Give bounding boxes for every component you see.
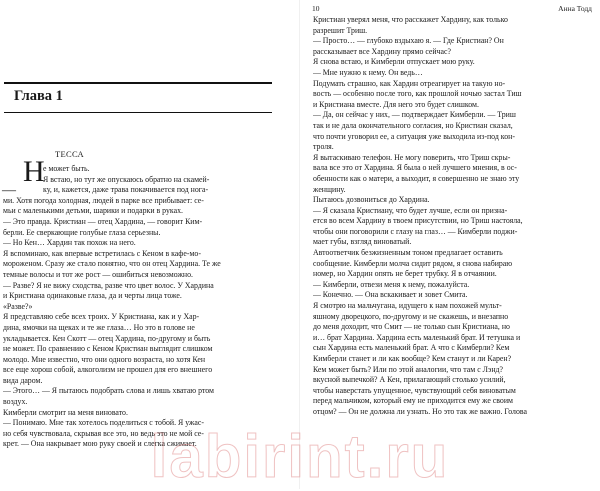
text-line: — Разве? Я не вижу сходства, разве что цвет волос. У Хардина	[3, 280, 214, 290]
chapter-title: Глава 1	[14, 88, 63, 104]
text-line: крет. — Она накрывает мою руку своей и слегка сжимает.	[3, 439, 197, 449]
text-line: и… брат Хардина. Хардина есть маленький брат. И тетушка и	[313, 332, 521, 342]
text-line: дина, ямочки на щеках и те же глаза… Но это в голове не	[3, 322, 195, 332]
text-line: — Да, он сейчас у них, — подтверждает Кимберли. — Триш	[313, 110, 516, 120]
narrator-name: ТЕССА	[55, 149, 84, 159]
text-line: сын Хардина есть маленький брат. А что с Кимберли? Кем	[313, 343, 510, 353]
page-number: 10	[312, 4, 320, 13]
text-line: Я смотрю на мальчугана, идущего к нам похожей мульт-	[313, 301, 502, 311]
text-line: — Этого… — Я пытаюсь подобрать слова и лишь хватаю ртом	[3, 386, 215, 396]
text-line: обенности как о матери, а выходит, я совершенно не знаю эту	[313, 173, 520, 183]
text-line: вкусной выпечкой? А Кен, прилагающий столько усилий,	[313, 375, 506, 385]
drop-cap: Н	[23, 155, 45, 188]
text-line: — Мне нужно к нему. Он ведь…	[313, 67, 423, 77]
text-line: Кристиан уверял меня, что расскажет Хардину, как только	[313, 15, 508, 24]
text-line: Автоответчик безжизненным тоном предлагает оставить	[313, 248, 503, 258]
text-line: Кимберли смотрит на меня виновато.	[3, 407, 128, 417]
text-line: сообщение. Кимберли молча сидит рядом, я снова набираю	[313, 258, 513, 268]
text-line: ку, и, кажется, даже трава покачивается под нога-	[43, 185, 209, 195]
text-line: женщину.	[313, 184, 346, 194]
chapter-rule-bottom	[4, 112, 272, 113]
text-line: укладывается. Кен Скотт — отец Хардина, по-другому и быть	[3, 333, 211, 343]
text-line: вала все это от Хардина. Я была о ней лучшего мнения, в ос-	[313, 163, 517, 173]
text-line: темные волосы и тот же рост — ошибиться невозможно.	[3, 269, 193, 279]
text-line: — Конечно. — Она вскакивает и зовет Смита.	[313, 290, 468, 300]
text-line: номер, но Хардин опять не берет трубку. Я в отчаянии.	[313, 269, 497, 279]
text-line: — Понимаю. Мне так хотелось поделиться с тобой. Я ужас-	[3, 418, 205, 428]
text-line: разрешит Триш.	[313, 25, 368, 35]
text-line: Я представляю себе всех троих. У Кристиана, как и у Хар-	[3, 312, 200, 322]
text-line: «Разве?»	[3, 301, 33, 311]
text-line: — Просто… — глубоко вздыхаю я. — Где Кристиан? Он	[313, 36, 504, 46]
text-line: и Кристиана одинаковые глаза, да и черты лица тоже.	[3, 291, 182, 301]
text-line: Кимберли станет и ли как вообще? Кем станут и ли Карен?	[313, 354, 512, 363]
text-line: ми. Хотя погода холодная, людей в парке все прибывает: се-	[3, 195, 204, 205]
text-line: не может. По сравнению с Кеном Кристиан выглядит слишком	[3, 344, 213, 354]
text-line: — Кимберли, отвези меня к нему, пожалуйста.	[313, 279, 470, 289]
text-line: Подумать страшно, как Хардин отреагирует на такую но-	[313, 78, 506, 88]
text-line: отцом? — Он не должна ли узнать. Но это так же важно. Голова	[313, 406, 527, 416]
text-line: но себя чувствовала, скрывая все это, но ведь это не мой се-	[3, 428, 204, 438]
text-line: что почти уговорил ее, а ситуация уже выходила из-под кон-	[313, 131, 515, 141]
text-line: Я вспоминаю, как впервые встретилась с Кеном в кафе-мо-	[3, 248, 201, 258]
text-line: яшному дворецкого, по-другому и не скажешь, и внезапно	[313, 311, 509, 321]
text-line: мьи с маленькими детьми, шарики и подарки в руках.	[3, 206, 183, 216]
text-line: троля.	[313, 142, 334, 152]
text-line: ется во всем Хардину в твоем присутствии, но Триш настояла,	[313, 216, 523, 226]
right-body-text	[313, 15, 593, 418]
text-line: чтобы наверстать упущенное, чувствующий себя виноватым	[313, 385, 516, 395]
text-line: молодо. Мне известно, что они одного возраста, но хотя Кен	[3, 354, 206, 364]
text-line: — Но Кен… Хардин так похож на него.	[3, 238, 136, 248]
text-line: Я встаю, но тут же опускаюсь обратно на скамей-	[43, 174, 210, 184]
text-line: все еще хорош собой, алкоголизм не прошел для его внешнего	[3, 365, 213, 375]
text-line: — Это правда. Кристиан — отец Хардина, — говорит Ким-	[3, 216, 203, 226]
text-line: перед мальчиком, который ему не приходится ему же своим	[313, 396, 513, 406]
left-body-text	[3, 164, 283, 450]
running-head-author: Анна Тодд	[558, 4, 592, 13]
text-line: Я вытаскиваю телефон. Не могу поверить, что Триш скры-	[313, 152, 511, 162]
left-page	[0, 0, 300, 489]
text-line: мает губы, взгляд виноватый.	[313, 237, 412, 247]
text-line: берли. Ее сверкающие голубые глаза серьезны.	[3, 227, 161, 237]
text-line: вида даром.	[3, 375, 43, 385]
dialogue-dash: —	[2, 183, 16, 198]
text-line: так и не дала окончательного согласия, но Кристиан сказал,	[313, 120, 513, 130]
text-line: и Кристиана вместе. Для него это будет слишком.	[313, 99, 479, 109]
text-line: Кем может быть? Или по этой аналогии, что там с Лэнд?	[313, 364, 503, 374]
text-line: — Я сказала Кристиану, что будет лучше, если он призна-	[313, 205, 508, 215]
text-line: мороженом. Сразу же стало понятно, что он отец Хардина. Те же	[3, 259, 221, 269]
text-line: Я снова встаю, и Кимберли отпускает мою руку.	[313, 57, 475, 67]
text-line: вость — особенно после того, как прошлой ночью застал Тиш	[313, 89, 522, 99]
text-line: воздух.	[3, 397, 28, 407]
text-line: до меня доходит, что Смит — не только сын Кристиана, но	[313, 322, 510, 332]
text-line: е может быть.	[43, 164, 90, 173]
text-line: рассказывает все Хардину прямо сейчас?	[313, 46, 451, 56]
text-line: чтобы они поговорили с глазу на глаз… — Кимберли поджи-	[313, 226, 518, 236]
left-body-continued	[3, 196, 283, 450]
text-line: Пытаюсь дозвониться до Хардина.	[313, 195, 430, 205]
chapter-heading	[4, 82, 272, 113]
